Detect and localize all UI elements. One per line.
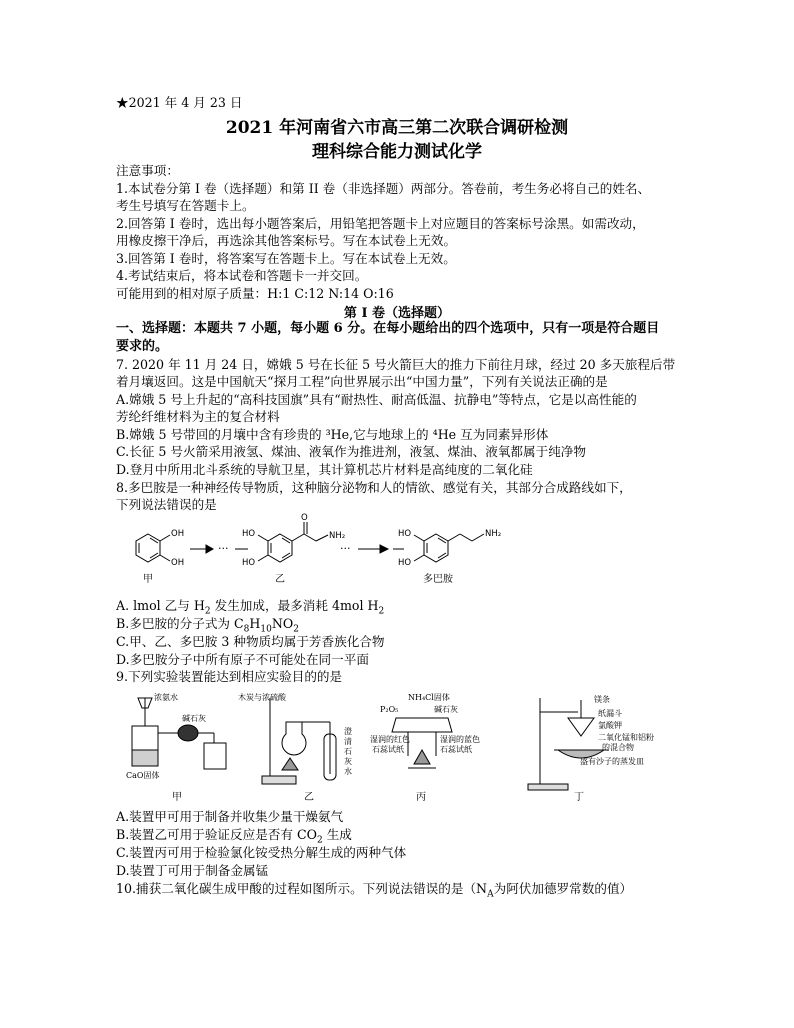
bing-text-3: 碱石灰: [434, 705, 458, 714]
bing-text-7: 石蕊试纸: [440, 745, 472, 754]
ding-text-4: 二氧化锰和铝粉: [598, 733, 654, 742]
bing-text-5: 石蕊试纸: [372, 745, 404, 754]
ding-text-3: 氯酸钾: [598, 721, 622, 730]
section-instructions-b: 要求的。: [116, 339, 169, 354]
yi-text-4: 石: [344, 747, 352, 756]
q9-stem: 9.下列实验装置能达到相应实验目的的是: [116, 669, 343, 684]
q9-option-a: A.装置甲可用于制备并收集少量干燥氨气: [116, 809, 344, 824]
yi-carbonyl-o: O: [301, 513, 308, 523]
jia-text-2: 碱石灰: [182, 714, 206, 723]
bing-text-1: NH₄Cl固体: [408, 693, 450, 702]
dopa-ho-2: HO: [398, 558, 412, 568]
jia-benzene-ring: [136, 534, 160, 562]
yi-ho-1: HO: [242, 529, 256, 539]
label-yi: 乙: [275, 574, 285, 585]
dopamine-synthesis-route: [118, 512, 538, 594]
q8-option-d: D.多巴胺分子中所有原子不可能处在同一平面: [116, 652, 369, 667]
atomic-masses: 可能用到的相对原子质量：H:1 C:12 N:14 O:16: [116, 286, 394, 301]
q8-option-c: C.甲、乙、多巴胺 3 种物质均属于芳香族化合物: [116, 634, 385, 649]
yi-text-3: 清: [344, 737, 352, 746]
q7-option-a1: A.嫦娥 5 号上升起的“高科技国旗”具有“耐热性、耐高低温、抗静电”等特点，它是以高性能的: [116, 392, 637, 407]
jia-text-1: 浓氨水: [154, 693, 178, 702]
yi-text-6: 水: [344, 767, 352, 776]
jia-oh-1: OH: [171, 529, 185, 539]
apparatus-ding: [528, 698, 608, 790]
note-4: 4.考试结束后，将本试卷和答题卡一并交回。: [116, 268, 368, 283]
q9-option-c: C.装置丙可用于检验氯化铵受热分解生成的两种气体: [116, 845, 407, 860]
label-jia: 甲: [143, 574, 153, 585]
q7-option-c: C.长征 5 号火箭采用液氢、煤油、液氧作为推进剂，液氢、煤油、液氧都属于纯净物: [116, 444, 586, 459]
dots-1: ···: [218, 542, 229, 555]
yi-text-5: 灰: [344, 757, 352, 766]
exam-subtitle: 理科综合能力测试化学: [312, 142, 482, 162]
apparatus-yi: [262, 698, 336, 784]
q9-option-d: D.装置丁可用于制备金属锰: [116, 863, 269, 878]
jia-oh-2: OH: [171, 558, 185, 568]
dopa-nh2: NH₂: [485, 529, 502, 539]
label-app-bing: 丙: [416, 792, 426, 803]
label-app-jia: 甲: [172, 792, 182, 803]
dopamine-benzene-ring: [424, 534, 448, 562]
yi-ho-2: HO: [242, 558, 256, 568]
section-title: 第 I 卷（选择题）: [343, 306, 451, 321]
q8-stem-b: 下列说法错误的是: [116, 497, 217, 512]
q9-apparatus-figure: [118, 688, 678, 806]
q7-stem-a: 7. 2020 年 11 月 24 日，嫦娥 5 号在长征 5 号火箭巨大的推力下前往月球，经过 20 多天旅程后带: [116, 357, 676, 372]
note-3: 3.回答第 I 卷时，将答案写在答题卡上。写在本试卷上无效。: [116, 251, 456, 266]
label-app-yi: 乙: [304, 792, 314, 803]
note-1b: 考生号填写在答题卡上。: [116, 198, 255, 213]
label-dopamine: 多巴胺: [423, 574, 453, 585]
yi-benzene-ring: [268, 534, 292, 562]
note-1a: 1.本试卷分第 I 卷（选择题）和第 II 卷（非选择题）两部分。答卷前，考生务必将自己的姓名、: [116, 181, 651, 196]
dots-2: ···: [340, 542, 351, 555]
exam-date: ★2021 年 4 月 23 日: [116, 95, 243, 110]
dopa-ho-1: HO: [398, 529, 412, 539]
exam-title: 2021 年河南省六市高三第二次联合调研检测: [225, 118, 569, 138]
q8-option-a: A. lmol 乙与 $H_2$ 发生加成，最多消耗 4mol $H_2$: [116, 598, 385, 617]
yi-text-1: 木炭与浓硫酸: [238, 693, 286, 702]
ding-text-2: 纸漏斗: [598, 709, 622, 718]
q8-stem-a: 8.多巴胺是一种神经传导物质，这种脑分泌物和人的情欲、感觉有关，其部分合成路线如下，: [116, 480, 632, 495]
apparatus-jia: [132, 698, 226, 769]
bing-text-4: 湿润的红色: [370, 735, 410, 744]
note-2b: 用橡皮擦干净后，再选涂其他答案标号。写在本试卷上无效。: [116, 233, 457, 248]
q10-stem: 10.捕获二氧化碳生成甲酸的过程如图所示。下列说法错误的是（$N_A$为阿伏加德罗常数的值）: [116, 881, 633, 900]
bing-text-6: 湿润的蓝色: [440, 735, 480, 744]
q7-option-d: D.登月中所用北斗系统的导航卫星，其计算机芯片材料是高纯度的二氧化硅: [116, 462, 533, 477]
q8-option-b: B.多巴胺的分子式为 $C_8H_{10}NO_2$: [116, 616, 299, 635]
bing-text-2: P₂O₅: [380, 705, 399, 714]
q7-option-a2: 芳纶纤维材料为主的复合材料: [116, 409, 280, 424]
q7-option-b: B.嫦娥 5 号带回的月壤中含有珍贵的 ³He,它与地球上的 ⁴He 互为同素异形体: [116, 427, 549, 442]
ding-text-6: 盛有沙子的蒸发皿: [580, 757, 644, 766]
section-instructions-a: 一、选择题：本题共 7 小题，每小题 6 分。在每小题给出的四个选项中，只有一项是符合题目: [116, 321, 660, 336]
yi-nh2: NH₂: [329, 531, 346, 541]
q9-option-b: B.装置乙可用于验证反应是否有 $CO_2$ 生成: [116, 827, 352, 846]
label-app-ding: 丁: [574, 792, 584, 803]
ding-text-5: 的混合物: [602, 743, 634, 752]
yi-text-2: 澄: [344, 727, 352, 736]
jia-text-3: CaO固体: [126, 771, 160, 780]
ding-text-1: 镁条: [594, 695, 610, 704]
note-2a: 2.回答第 I 卷时，选出每小题答案后，用铅笔把答题卡上对应题目的答案标号涂黑。如需改动，: [116, 216, 645, 231]
q7-stem-b: 着月壤返回。这是中国航天“探月工程”向世界展示出“中国力量”，下列有关说法正确的是: [116, 374, 608, 389]
notes-heading: 注意事项：: [116, 163, 179, 178]
